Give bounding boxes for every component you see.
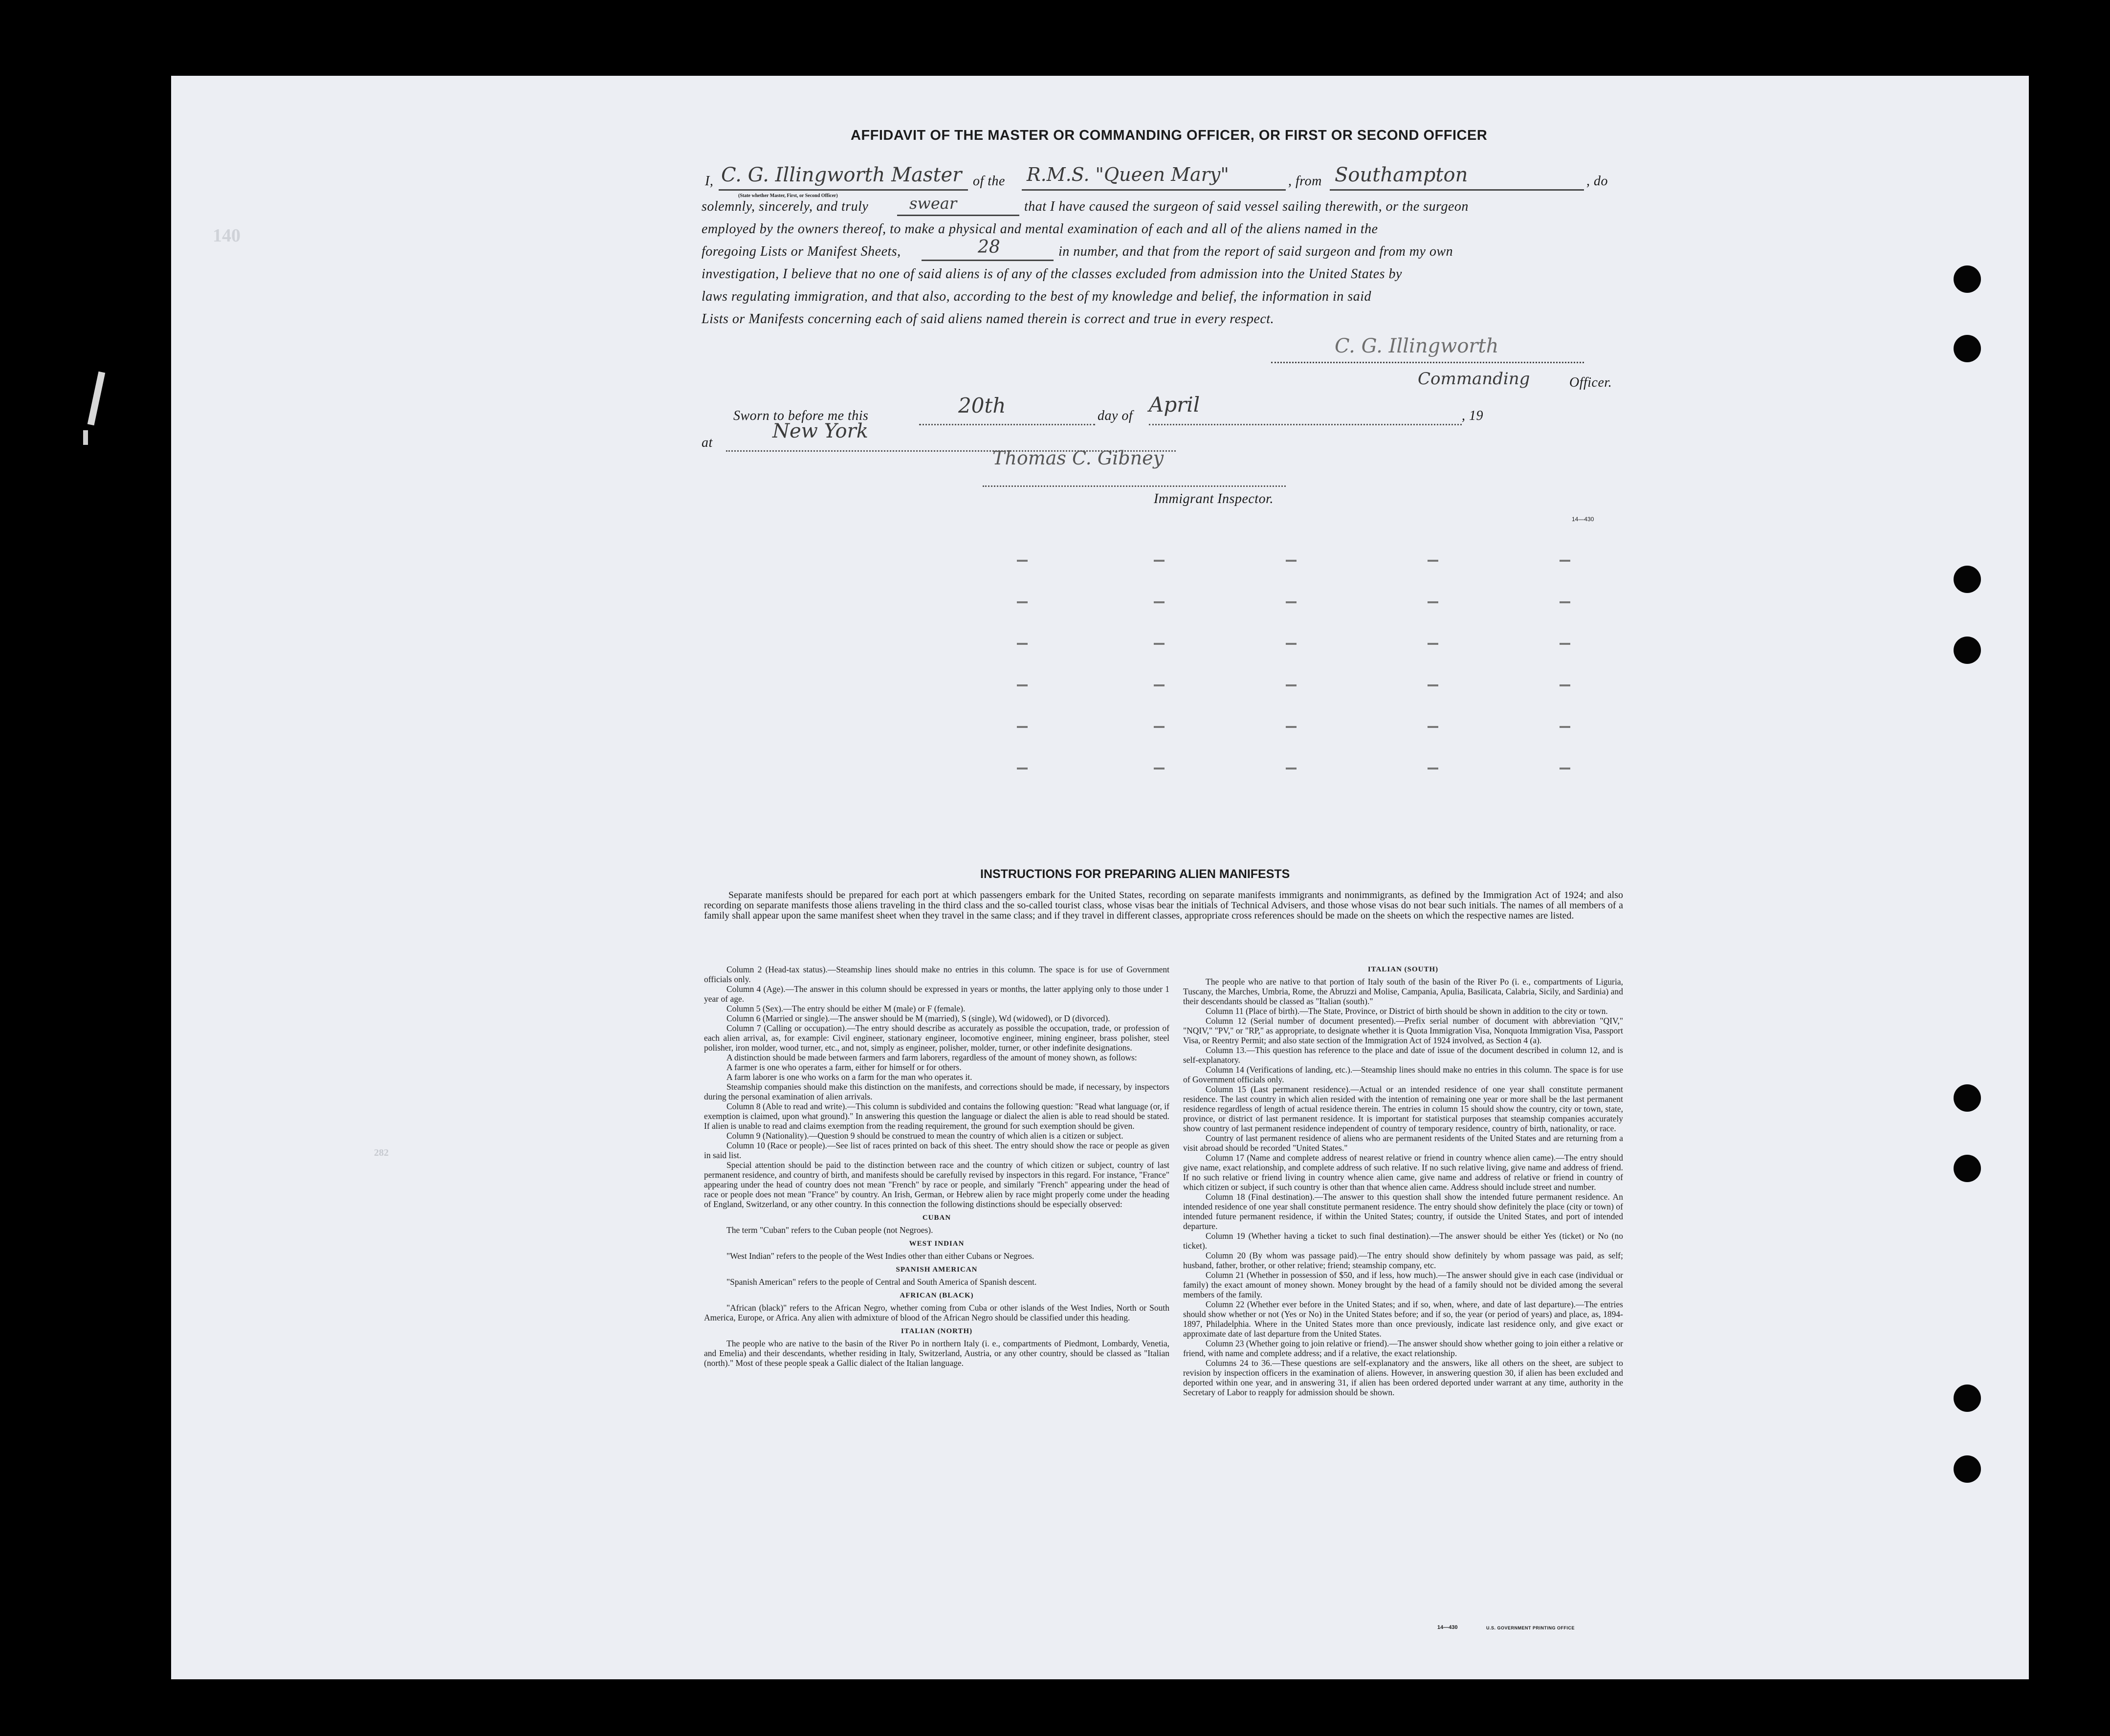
form-divider-dash [1560, 684, 1570, 686]
instructions-right-paragraph-5: Column 14 (Verifications of landing, etc.).—Steamship lines should make no entries in this column. The space is for use of Government officials only. [1183, 1065, 1623, 1084]
form-divider-dash [1154, 643, 1165, 645]
footer-form-number: 14—430 [1437, 1625, 1458, 1630]
west-indian-heading: WEST INDIAN [909, 1240, 965, 1248]
affidavit-from: , from [1288, 174, 1322, 189]
ship-name-handwritten: R.M.S. "Queen Mary" [1027, 164, 1229, 185]
instructions-right-paragraph-7: Country of last permanent residence of aliens who are permanent residents of the United States and are returning from a visit abroad should be recorded "United States." [1183, 1133, 1623, 1153]
binder-hole-5 [1954, 1084, 1981, 1112]
affidavit-line-2-text: that I have caused the surgeon of said vessel sailing therewith, or the surgeon [1024, 199, 1469, 214]
instructions-left-paragraph-10: Column 8 (Able to read and write).—This column is subdivided and contains the following question: "Read what language (or, if exemption is claimed, upon what ground)." In answering this question the language or dialect the alien is able to read should be stated. If alien is unable to read and claims exemption from the reading requirement, the ground for such exemption should be given. [704, 1101, 1169, 1131]
form-number: 14—430 [1572, 516, 1594, 523]
sworn-place-handwritten: New York [772, 420, 868, 442]
instructions-left-paragraph-5: Column 7 (Calling or occupation).—The entry should describe as accurately as possible the occupation, trade, or profession of each alien arrival, as, for example: Civil engineer, stationary engineer, locomotive engineer, mining engineer, brass polisher, steel polisher, iron molder, wood turner, etc., and not, simply as engineer, polisher, molder, turner, or other indefinite designations. [704, 1023, 1169, 1053]
form-divider-dash [1017, 768, 1028, 769]
instructions-title: INSTRUCTIONS FOR PREPARING ALIEN MANIFESTS [980, 867, 1290, 881]
officer-label: Officer. [1569, 375, 1612, 390]
form-divider-dash [1154, 768, 1165, 769]
form-divider-dash [1428, 560, 1438, 562]
binder-hole-4 [1954, 637, 1981, 664]
form-divider-dash [1286, 643, 1297, 645]
affidavit-title: AFFIDAVIT OF THE MASTER OR COMMANDING OFFICER, OR FIRST OR SECOND OFFICER [851, 128, 1488, 143]
instructions-left-paragraph-6: A distinction should be made between farmers and farm laborers, regardless of the amount of money shown, as follows: [726, 1053, 1137, 1062]
form-divider-dash [1560, 726, 1570, 728]
african-text: "African (black)" refers to the African Negro, whether coming from Cuba or other islands of the West Indies, North or South America, Europe, or Africa. Any alien with admixture of blood of the African Negro should be classified under this heading. [704, 1303, 1169, 1322]
cuban-text: The term "Cuban" refers to the Cuban people (not Negroes). [726, 1225, 933, 1235]
form-divider-dash [1428, 684, 1438, 686]
instructions-right-paragraph-11: Column 20 (By whom was passage paid).—The entry should show definitely by whom passage was paid, as self; husband, father, brother, or other relative; friend; steamship company, etc. [1183, 1251, 1623, 1270]
day-of-label: day of [1098, 408, 1133, 423]
italian-north-text: The people who are native to the basin of the River Po in northern Italy (i. e., compartments of Piedmont, Lombardy, Venetia, and Emelia) and their descendants, whether residing in Italy, Switzerland, Austria, or any other country, should be classed as "Italian (north)." Most of these people speak a Gallic dialect of the Italian language. [704, 1339, 1169, 1368]
instructions-left-paragraph-3: Column 5 (Sex).—The entry should be either M (male) or F (female). [726, 1004, 966, 1013]
form-divider-dash [1286, 560, 1297, 562]
form-divider-dash [1286, 726, 1297, 728]
at-label: at [702, 435, 713, 450]
instructions-left-paragraph-9: Steamship companies should make this distinction on the manifests, and corrections should be made, if necessary, by inspectors during the personal examination of alien arrivals. [704, 1082, 1169, 1101]
instructions-right-column [1183, 965, 1623, 1397]
sworn-month-handwritten: April [1149, 393, 1200, 417]
instructions-left-paragraph-2: Column 4 (Age).—The answer in this column should be expressed in years or months, the latter applying only to those under 1 year of age. [704, 984, 1169, 1004]
form-divider-dash [1560, 768, 1570, 769]
sworn-label: Sworn to before me this [733, 408, 869, 423]
form-divider-dash [1154, 684, 1165, 686]
instructions-left-paragraph-7: A farmer is one who operates a farm, either for himself or for others. [726, 1062, 962, 1072]
form-divider-dash [1560, 601, 1570, 603]
instructions-right-paragraph-13: Column 22 (Whether ever before in the United States; and if so, when, where, and date of last departure).—The entries should show whether or not (Yes or No) in the United States before; and if so, the year (or period of years) and place, as, 1894-1897, Philadelphia. Where in the United States more than once previously, indicate last residence only, and give exact or approximate date of last departure from the United States. [1183, 1299, 1623, 1339]
binder-hole-1 [1954, 265, 1981, 293]
form-divider-dash [1017, 601, 1028, 603]
binder-hole-3 [1954, 566, 1981, 593]
affidavit-line-2-prefix: solemnly, sincerely, and truly [702, 199, 869, 214]
binder-hole-7 [1954, 1384, 1981, 1412]
inspector-label: Immigrant Inspector. [1154, 491, 1274, 506]
form-divider-dash [1154, 726, 1165, 728]
form-divider-dash [1428, 643, 1438, 645]
instructions-right-paragraph-14: Column 23 (Whether going to join relative or friend).—The answer should show whether going to join either a relative or friend, with name and complete address; and if a relative, the exact relationship. [1183, 1339, 1623, 1358]
instructions-right-paragraph-8: Column 17 (Name and complete address of nearest relative or friend in country whence alien came).—The entry should give name, exact relationship, and complete address of such relative. If no such relative living, give name and address of friend. If no such relative or friend living in country whence alien came, give name and address of relative or friend in country of which citizen or subject, if such country is other than that whence alien came. Address should include street and number. [1183, 1153, 1623, 1192]
instructions-left-paragraph-4: Column 6 (Married or single).—The answer should be M (married), S (single), Wd (widowed), or D (divorced). [726, 1013, 1110, 1023]
bleed-through-number-2: 282 [374, 1147, 389, 1158]
instructions-left-column [704, 965, 1169, 1368]
affidavit-of-the: of the [973, 174, 1005, 189]
italian-south-heading: ITALIAN (SOUTH) [1367, 966, 1439, 973]
instructions-left-paragraph-12: Column 10 (Race or people).—See list of races printed on back of this sheet. The entry should show the race or people as given in said list. [704, 1141, 1169, 1160]
manifest-sheet [171, 76, 2029, 1679]
master-name-handwritten: C. G. Illingworth Master [721, 164, 962, 186]
officer-signature: C. G. Illingworth [1335, 335, 1499, 357]
form-divider-dash [1428, 601, 1438, 603]
form-divider-dash [1560, 560, 1570, 562]
instructions-right-paragraph-10: Column 19 (Whether having a ticket to such final destination).—The answer should be either Yes (ticket) or No (no ticket). [1183, 1231, 1623, 1251]
spanish-american-text: "Spanish American" refers to the people of Central and South America of Spanish descent. [726, 1277, 1037, 1287]
scan-artifact-mark-2 [83, 430, 88, 445]
form-divider-dash [1154, 560, 1165, 562]
sheet-count-handwritten: 28 [978, 237, 1000, 257]
instructions-left-paragraph-8: A farm laborer is one who works on a farm for the man who operates it. [726, 1072, 972, 1082]
instructions-right-paragraph-4: Column 13.—This question has reference to the place and date of issue of the document described in column 12, and is self-explanatory. [1183, 1045, 1623, 1065]
african-heading: AFRICAN (BLACK) [900, 1292, 974, 1299]
instructions-right-paragraph-6: Column 15 (Last permanent residence).—Actual or an intended residence of one year shall constitute permanent residence. The last country in which alien resided with the intention of remaining one year or more shall be the last permanent residence regardless of length of actual residence therein. The entries in column 15 should show the country, city or town, state, province, or district of last permanent residence. It is important for statistical purposes that steamship companies accurately show country of last permanent residence independent of country of temporary residence, country of birth, nationality, or race. [1183, 1084, 1623, 1133]
bleed-through-number: 140 [213, 225, 241, 246]
scan-artifact-mark [88, 372, 106, 426]
year-prefix: , 19 [1462, 408, 1483, 423]
instructions-right-paragraph-12: Column 21 (Whether in possession of $50, and if less, how much).—The answer should give in each case (individual or family) the exact amount of money shown. Money brought by the head of a family should not be divided among the several members of the family. [1183, 1270, 1623, 1299]
form-divider-dash [1154, 601, 1165, 603]
affidavit-line-4-prefix: foregoing Lists or Manifest Sheets, [702, 244, 901, 259]
form-divider-dash [1017, 643, 1028, 645]
sworn-day-handwritten: 20th [958, 394, 1006, 418]
instructions-right-paragraph-9: Column 18 (Final destination).—The answer to this question shall show the intended future permanent residence. An intended residence of one year shall constitute permanent residence. The entry should show definitely the place (city or town) of intended future permanent residence, if within the United States; country, if outside the United States, and port of intended departure. [1183, 1192, 1623, 1231]
affidavit-line-1-prefix: I, [705, 174, 714, 189]
officer-rank-handwritten: Commanding [1418, 369, 1530, 389]
form-divider-dash [1428, 726, 1438, 728]
binder-hole-8 [1954, 1455, 1981, 1483]
form-divider-dash [1428, 768, 1438, 769]
affidavit-line-4-text: in number, and that from the report of said surgeon and from my own [1058, 244, 1453, 259]
instructions-right-paragraph-1: The people who are native to that portion of Italy south of the basin of the River Po (i. e., compartments of Liguria, Tuscany, the Marches, Umbria, Rome, the Abruzzi and Molise, Campania, Apulia, Basilicata, Calabria, Sicily, and Sardinia) and their descendants should be classed as "Italian (south)." [1183, 977, 1623, 1006]
instructions-left-paragraph-13: Special attention should be paid to the distinction between race and the country of which citizen or subject, country of last permanent residence, and country of birth, and manifests should be carefully revised by inspectors in this regard. For instance, "France" appearing under the head of country does not mean "French" by race or people, and similarly "French" appearing under the head of race or people does not mean "France" by country. An Irish, German, or Hebrew alien by race might properly come under the heading of England, Switzerland, or any other country. In this connection the following distinctions should be especially observed: [704, 1160, 1169, 1209]
affidavit-line-5: investigation, I believe that no one of said aliens is of any of the classes excluded from admission into the United States by [702, 266, 1402, 282]
binder-hole-2 [1954, 335, 1981, 362]
form-divider-dash [1017, 684, 1028, 686]
port-handwritten: Southampton [1335, 164, 1468, 186]
form-divider-dash [1286, 684, 1297, 686]
affidavit-line-6: laws regulating immigration, and that also, according to the best of my knowledge and belief, the information in said [702, 289, 1372, 304]
spanish-american-heading: SPANISH AMERICAN [896, 1266, 978, 1274]
binder-hole-6 [1954, 1155, 1981, 1182]
instructions-right-paragraph-3: Column 12 (Serial number of document presented).—Prefix serial number of document with abbreviation "QIV," "NQIV," "PV," or "RP," as appropriate, to designate whether it is Quota Immigration Visa, Nonquota Immigration Visa, Passport Visa, or Reentry Permit; and also state section of the Immigration Act of 1924 involved, as Section 4 (a). [1183, 1016, 1623, 1045]
form-divider-dash [1017, 560, 1028, 562]
instructions-left-paragraph-1: Column 2 (Head-tax status).—Steamship lines should make no entries in this column. The space is for use of Government officials only. [704, 965, 1169, 984]
oath-handwritten: swear [909, 194, 957, 213]
affidavit-do: , do [1586, 174, 1608, 189]
west-indian-text: "West Indian" refers to the people of the West Indies other than either Cubans or Negroes. [726, 1251, 1034, 1261]
form-divider-dash [1017, 726, 1028, 728]
form-divider-dash [1560, 643, 1570, 645]
affidavit-line-7: Lists or Manifests concerning each of said aliens named therein is correct and true in every respect. [702, 311, 1275, 327]
master-rank-subcaption: (State whether Master, First, or Second Officer) [738, 193, 838, 198]
italian-north-heading: ITALIAN (NORTH) [901, 1327, 973, 1335]
instructions-right-paragraph-15: Columns 24 to 36.—These questions are self-explanatory and the answers, like all others on the sheet, are subject to revision by inspection officers in the examination of aliens. However, in answering question 30, if alien has been excluded and deported within one year, and in answering 31, if alien has been ordered deported under warrant at any time, authority in the Secretary of Labor to reapply for admission should be shown. [1183, 1358, 1623, 1397]
instructions-left-paragraph-11: Column 9 (Nationality).—Question 9 should be construed to mean the country of which alien is a citizen or subject. [726, 1131, 1123, 1141]
form-divider-dash [1286, 768, 1297, 769]
inspector-signature: Thomas C. Gibney [992, 447, 1164, 469]
affidavit-line-3: employed by the owners thereof, to make a physical and mental examination of each and all of the aliens named in the [702, 221, 1378, 237]
instructions-intro: Separate manifests should be prepared for each port at which passengers embark for the United States, recording on separate manifests immigrants and nonimmigrants, as defined by the Immigration Act of 1924; and also recording on separate manifests those aliens traveling in the third class and the so-called tourist class, whose visas bear the initials of Technical Advisers, and those whose visas do not bear such initials. The names of all members of a family shall appear upon the same manifest sheet when they travel in the same class; and if they travel in different classes, appropriate cross references should be made on the sheets on which the respective names are listed. [704, 890, 1623, 921]
cuban-heading: CUBAN [922, 1214, 951, 1222]
form-divider-dash [1286, 601, 1297, 603]
instructions-right-paragraph-2: Column 11 (Place of birth).—The State, Province, or District of birth should be shown in addition to the city or town. [1206, 1006, 1608, 1016]
footer-printer: U.S. GOVERNMENT PRINTING OFFICE [1486, 1626, 1575, 1630]
